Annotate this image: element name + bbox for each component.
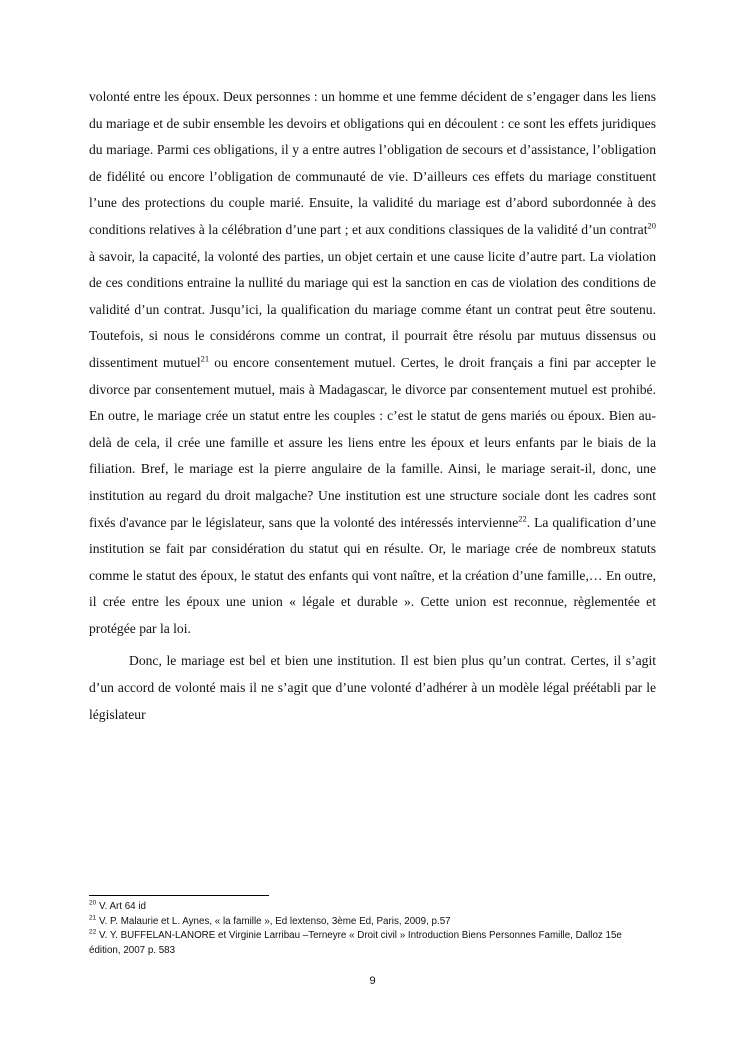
paragraph-1-part-d: . La qualification d’une institution se fait par considération du statut qui en résulte. Or, le mariage crée de nombreux statuts comme le statut des époux, le statut des enfants qui vont naître, et la création d’une famille,… En outre, il crée entre les époux une union « légale et durable ». Cette union est reconnue, règlementée et protégée par la loi.	[89, 514, 656, 636]
footnote-number: 20	[89, 899, 97, 907]
footnote-number: 22	[89, 928, 97, 936]
paragraph-1-part-a: volonté entre les époux. Deux personnes : un homme et une femme décident de s’engager dans les liens du mariage et de subir ensemble les devoirs et obligations qui en découlent : ce sont les effets juridiques du mariage. Parmi ces obligations, il y a entre autres l’obligation de secours et d’assistance, l’obligation de fidélité ou encore l’obligation de communauté de vie. D’ailleurs ces effets du mariage constituent l’une des protections du couple marié. Ensuite, la validité du mariage est d’abord subordonnée à des conditions relatives à la célébration d’une part ; et aux conditions classiques de la validité d’un contrat	[89, 89, 656, 237]
footnote-20	[89, 900, 656, 915]
paragraph-1-part-c: ou encore consentement mutuel. Certes, le droit français a fini par accepter le divorce par consentement mutuel, mais à Madagascar, le divorce par consentement mutuel est prohibé. En outre, le mariage crée un statut entre les couples : c’est le statut de gens mariés ou époux. Bien au-delà de cela, il crée une famille et assure les liens entre les époux et leurs enfants par le biais de la filiation. Bref, le mariage est la pierre angulaire de la famille. Ainsi, le mariage serait-il, donc, une institution au regard du droit malgache? Une institution est une structure sociale dont les cadres sont fixés d'avance par le législateur, sans que la volonté des intéressés intervienne	[89, 354, 656, 530]
footnote-text: V. Art 64 id	[96, 901, 146, 912]
body-text	[89, 84, 656, 728]
paragraph-1	[89, 84, 656, 642]
footnote-text: V. P. Malaurie et L. Aynes, « la famille », Ed lextenso, 3ème Ed, Paris, 2009, p.57	[96, 915, 451, 927]
footnote-22	[89, 929, 656, 958]
footnote-ref-22: 22	[518, 512, 527, 523]
paragraph-1-part-b: à savoir, la capacité, la volonté des parties, un objet certain et une cause licite d’autre part. La violation de ces conditions entraine la nullité du mariage qui est la sanction en cas de violation des conditions de validité d’un contrat. Jusqu’ici, la qualification du mariage comme étant un contrat peut être soutenu. Toutefois, si nous le considérons comme un contrat, il pourrait être résolu par mutuus dissensus ou dissentiment mutuel	[89, 248, 656, 370]
paragraph-2: Donc, le mariage est bel et bien une institution. Il est bien plus qu’un contrat. Certes, il s’agit d’un accord de volonté mais il ne s’agit que d’une volonté d’adhérer à un modèle légal préétabli par le législateur	[89, 653, 656, 722]
footnote-21	[89, 915, 656, 930]
page-number: 9	[369, 975, 376, 987]
footnote-ref-20: 20	[647, 220, 656, 231]
footnote-ref-21: 21	[200, 353, 210, 364]
footnotes	[89, 900, 656, 958]
footnote-text: V. Y. BUFFELAN-LANORE et Virginie Larribau –Terneyre « Droit civil » Introduction Biens Personnes Famille, Dalloz 15e édition, 2007 p. 583	[89, 930, 622, 956]
footnote-separator	[89, 895, 269, 896]
footnote-number: 21	[89, 914, 97, 922]
